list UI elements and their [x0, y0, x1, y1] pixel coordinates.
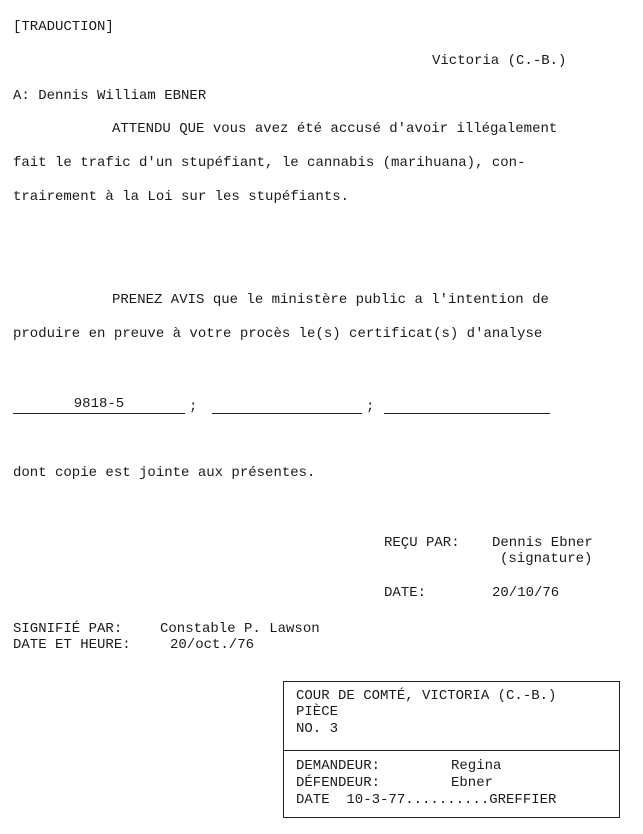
- separator-2: ;: [366, 399, 375, 415]
- location: Victoria (C.-B.): [432, 53, 567, 69]
- date-label: DATE:: [384, 585, 427, 601]
- paragraph2-line1: PRENEZ AVIS que le ministère public a l'intention de: [112, 292, 549, 308]
- copy-note: dont copie est jointe aux présentes.: [13, 465, 316, 481]
- datetime-value: 20/oct./76: [170, 637, 255, 653]
- served-label: SIGNIFIÉ PAR:: [13, 621, 123, 637]
- paragraph1-line2: fait le trafic d'un stupéfiant, le cannabis (marihuana), con-: [13, 155, 526, 171]
- stamp-exhibit-label: PIÈCE: [296, 704, 339, 720]
- datetime-label: DATE ET HEURE:: [13, 637, 131, 653]
- stamp-date-line: DATE 10-3-77..........GREFFIER: [296, 792, 557, 808]
- certificate-1-underline: [13, 413, 185, 414]
- paragraph1-line3: trairement à la Loi sur les stupéfiants.: [13, 189, 350, 205]
- certificate-1: 9818-5: [73, 396, 125, 412]
- stamp-plaintiff-label: DEMANDEUR:: [296, 758, 381, 774]
- signature-note: (signature): [500, 551, 593, 567]
- translation-tag: [TRADUCTION]: [13, 19, 114, 35]
- received-value: Dennis Ebner: [492, 535, 593, 551]
- certificate-2-underline: [212, 413, 362, 414]
- stamp-defendant-label: DÉFENDEUR:: [296, 775, 381, 791]
- stamp-divider: [284, 750, 619, 751]
- paragraph2-line2: produire en preuve à votre procès le(s) certificat(s) d'analyse: [13, 326, 543, 342]
- stamp-plaintiff-value: Regina: [451, 758, 502, 774]
- stamp-exhibit-number: NO. 3: [296, 721, 339, 737]
- court-exhibit-stamp: [283, 681, 620, 818]
- stamp-court: COUR DE COMTÉ, VICTORIA (C.-B.): [296, 688, 557, 704]
- paragraph1-line1: ATTENDU QUE vous avez été accusé d'avoir illégalement: [112, 121, 558, 137]
- received-label: REÇU PAR:: [384, 535, 460, 551]
- addressee: A: Dennis William EBNER: [13, 88, 207, 104]
- date-value: 20/10/76: [492, 585, 560, 601]
- separator-1: ;: [189, 399, 198, 415]
- served-value: Constable P. Lawson: [160, 621, 320, 637]
- certificate-3-underline: [384, 413, 550, 414]
- stamp-defendant-value: Ebner: [451, 775, 494, 791]
